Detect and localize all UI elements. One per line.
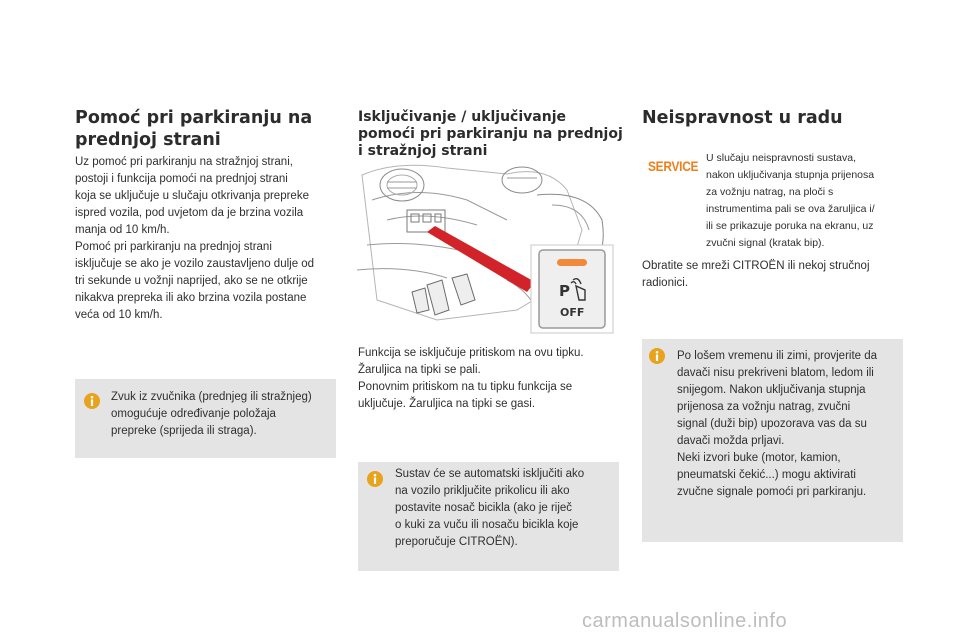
malfunction-text: U slučaju neispravnosti sustava, nakon uključivanja stupnja prijenosa za vožnju natrag, na ploči s instrumentima pali se ova žaruljica i/ ili se prikazuje poruka na ekranu, uz zvučni signal (kratak bip). bbox=[706, 152, 875, 249]
info-box-sensors bbox=[642, 339, 903, 542]
svg-text:P: P bbox=[559, 282, 570, 300]
off-button-label: OFF bbox=[560, 306, 585, 319]
watermark: carmanualsonline.info bbox=[582, 610, 788, 632]
info-box-auto-disable bbox=[358, 462, 619, 571]
contact-dealer-paragraph: Obratite se mreži CITROËN ili nekoj stručnoj radionici. bbox=[642, 260, 870, 289]
info-text: Zvuk iz zvučnika (prednjeg ili stražnjeg) omogućuje određivanje položaja prepreke (sprijeda ili straga). bbox=[111, 391, 312, 437]
button-function-paragraph: Funkcija se isključuje pritiskom na ovu tipku. Žaruljica na tipki se pali. Ponovnim pritiskom na tu tipku funkcija se uključuje. Žaruljica na tipki se gasi. bbox=[358, 347, 584, 410]
front-parking-paragraph: Uz pomoć pri parkiranju na stražnjoj strani, postoji i funkcija pomoći na prednjoj strani koja se uključuje u slučaju otkrivanja prepreke ispred vozila, pod uvjetom da je brzina vozila manja od 10 km/h. Pomoć pri parkiranju na prednjoj strani isključuje se ako je vozilo zaustavljeno dulje od tri sekunde u vožnji naprijed, ako se ne otkrije nikakva prepreka ili ako brzina vozila postane veća od 10 km/h. bbox=[75, 156, 315, 321]
service-warning-icon: SERVICE bbox=[648, 158, 699, 174]
section-heading-malfunction: Neispravnost u radu bbox=[642, 108, 843, 128]
info-box-sound bbox=[75, 379, 336, 458]
info-icon bbox=[84, 393, 100, 409]
info-text: Sustav će se automatski isključiti ako na vozilo priključite prikolicu ili ako postavite nosač bicikla (ako je riječ o kuki za vuču ili nosaču bicikla koje preporučuje CITROËN). bbox=[395, 468, 585, 548]
section-heading-disable-enable: Isključivanje / uključivanje pomoći pri parkiranju na prednjoj i stražnjoj strani bbox=[358, 109, 623, 159]
info-text: Po lošem vremenu ili zimi, provjerite da davači nisu prekriveni blatom, ledom ili snijegom. Nakon uključivanja stupnja prijenosa za vožnju natrag, zvučni signal (duži bip) upozorava vas da su davači možda prljavi. Neki izvori buke (motor, kamion, pneumatski čekić...) mogu aktivirati zvučne signale pomoći pri parkiranju. bbox=[677, 350, 878, 498]
dashboard-illustration bbox=[357, 160, 619, 336]
info-icon bbox=[649, 348, 665, 364]
info-icon bbox=[367, 471, 383, 487]
off-button-panel bbox=[531, 245, 613, 333]
section-heading-front-parking: Pomoć pri parkiranju na prednjoj strani bbox=[75, 108, 313, 150]
